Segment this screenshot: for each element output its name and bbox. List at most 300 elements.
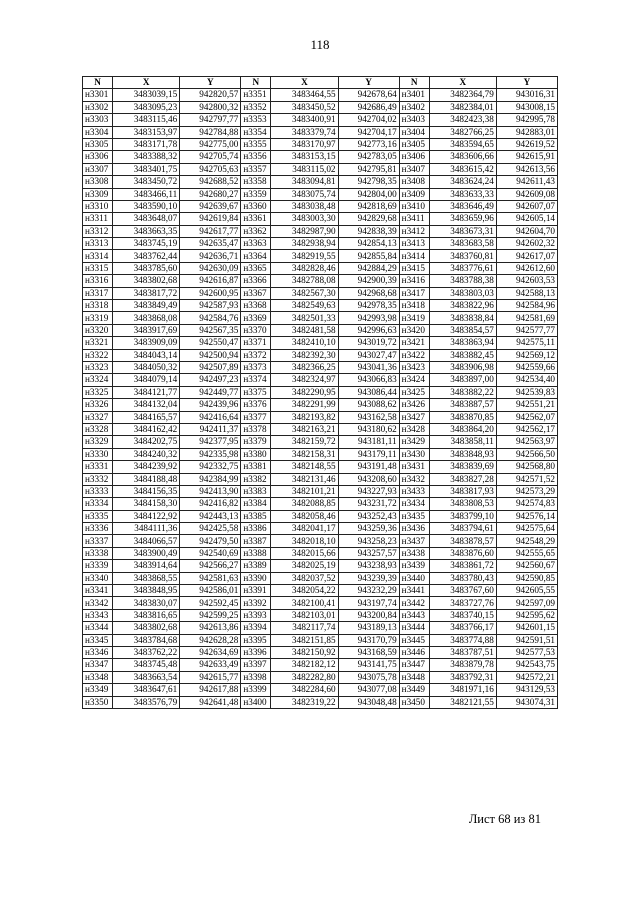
x-coordinate-cell: 3483785,60 bbox=[113, 262, 180, 274]
y-coordinate-cell: 942566,27 bbox=[180, 560, 241, 572]
y-coordinate-cell: 942795,81 bbox=[338, 163, 399, 175]
x-coordinate-cell: 3483887,57 bbox=[429, 399, 496, 411]
x-coordinate-cell: 3482058,46 bbox=[271, 510, 338, 522]
point-id-cell: н3420 bbox=[399, 324, 429, 336]
y-coordinate-cell: 943074,31 bbox=[496, 696, 557, 708]
point-id-cell: н3301 bbox=[83, 89, 113, 101]
table-row bbox=[83, 560, 558, 572]
x-coordinate-cell: 3483849,49 bbox=[113, 300, 180, 312]
point-id-cell: н3352 bbox=[241, 101, 271, 113]
y-coordinate-cell: 942615,77 bbox=[180, 671, 241, 683]
point-id-cell: н3351 bbox=[241, 89, 271, 101]
x-coordinate-cell: 3482366,25 bbox=[271, 361, 338, 373]
y-coordinate-cell: 942630,09 bbox=[180, 262, 241, 274]
point-id-cell: н3310 bbox=[83, 200, 113, 212]
point-id-cell: н3340 bbox=[83, 572, 113, 584]
table-row bbox=[83, 461, 558, 473]
y-coordinate-cell: 942605,55 bbox=[496, 585, 557, 597]
point-id-cell: н3394 bbox=[241, 622, 271, 634]
point-id-cell: н3450 bbox=[399, 696, 429, 708]
x-coordinate-cell: 3482148,55 bbox=[271, 461, 338, 473]
y-coordinate-cell: 943239,39 bbox=[338, 572, 399, 584]
y-coordinate-cell: 942592,45 bbox=[180, 597, 241, 609]
x-coordinate-cell: 3483039,15 bbox=[113, 89, 180, 101]
y-coordinate-cell: 942705,74 bbox=[180, 151, 241, 163]
x-coordinate-cell: 3483876,60 bbox=[429, 547, 496, 559]
y-coordinate-cell: 942543,75 bbox=[496, 659, 557, 671]
point-id-cell: н3429 bbox=[399, 436, 429, 448]
table-row bbox=[83, 114, 558, 126]
x-coordinate-cell: 3483914,64 bbox=[113, 560, 180, 572]
x-coordinate-cell: 3483075,74 bbox=[271, 188, 338, 200]
point-id-cell: н3448 bbox=[399, 671, 429, 683]
y-coordinate-cell: 943252,43 bbox=[338, 510, 399, 522]
x-coordinate-cell: 3482037,52 bbox=[271, 572, 338, 584]
x-coordinate-cell: 3484188,48 bbox=[113, 473, 180, 485]
table-row bbox=[83, 411, 558, 423]
point-id-cell: н3384 bbox=[241, 498, 271, 510]
x-coordinate-cell: 3482291,99 bbox=[271, 399, 338, 411]
x-coordinate-cell: 3483633,33 bbox=[429, 188, 496, 200]
y-coordinate-cell: 943086,44 bbox=[338, 386, 399, 398]
table-row bbox=[83, 374, 558, 386]
x-coordinate-cell: 3482324,97 bbox=[271, 374, 338, 386]
point-id-cell: н3350 bbox=[83, 696, 113, 708]
y-coordinate-cell: 942590,85 bbox=[496, 572, 557, 584]
point-id-cell: н3323 bbox=[83, 361, 113, 373]
table-row bbox=[83, 337, 558, 349]
table-row bbox=[83, 200, 558, 212]
y-coordinate-cell: 942609,08 bbox=[496, 188, 557, 200]
y-coordinate-cell: 942411,37 bbox=[180, 423, 241, 435]
y-coordinate-cell: 942587,93 bbox=[180, 300, 241, 312]
y-coordinate-cell: 942601,15 bbox=[496, 622, 557, 634]
point-id-cell: н3444 bbox=[399, 622, 429, 634]
table-row bbox=[83, 696, 558, 708]
point-id-cell: н3388 bbox=[241, 547, 271, 559]
table-row bbox=[83, 634, 558, 646]
y-coordinate-cell: 942500,94 bbox=[180, 349, 241, 361]
x-coordinate-cell: 3484132,04 bbox=[113, 399, 180, 411]
table-row bbox=[83, 361, 558, 373]
y-coordinate-cell: 942818,69 bbox=[338, 200, 399, 212]
y-coordinate-cell: 942560,67 bbox=[496, 560, 557, 572]
y-coordinate-cell: 942968,68 bbox=[338, 287, 399, 299]
point-id-cell: н3412 bbox=[399, 225, 429, 237]
x-coordinate-cell: 3482384,01 bbox=[429, 101, 496, 113]
column-header: N bbox=[83, 77, 113, 89]
point-id-cell: н3426 bbox=[399, 399, 429, 411]
point-id-cell: н3314 bbox=[83, 250, 113, 262]
point-id-cell: н3371 bbox=[241, 337, 271, 349]
point-id-cell: н3383 bbox=[241, 485, 271, 497]
table-row bbox=[83, 498, 558, 510]
y-coordinate-cell: 942613,86 bbox=[180, 622, 241, 634]
x-coordinate-cell: 3483153,15 bbox=[271, 151, 338, 163]
y-coordinate-cell: 942636,71 bbox=[180, 250, 241, 262]
x-coordinate-cell: 3483774,88 bbox=[429, 634, 496, 646]
y-coordinate-cell: 942996,63 bbox=[338, 324, 399, 336]
x-coordinate-cell: 3483745,19 bbox=[113, 238, 180, 250]
y-coordinate-cell: 942576,14 bbox=[496, 510, 557, 522]
y-coordinate-cell: 942551,21 bbox=[496, 399, 557, 411]
point-id-cell: н3320 bbox=[83, 324, 113, 336]
x-coordinate-cell: 3483882,45 bbox=[429, 349, 496, 361]
point-id-cell: н3341 bbox=[83, 585, 113, 597]
x-coordinate-cell: 3483153,97 bbox=[113, 126, 180, 138]
point-id-cell: н3331 bbox=[83, 461, 113, 473]
point-id-cell: н3418 bbox=[399, 300, 429, 312]
point-id-cell: н3422 bbox=[399, 349, 429, 361]
x-coordinate-cell: 3483762,22 bbox=[113, 646, 180, 658]
point-id-cell: н3446 bbox=[399, 646, 429, 658]
point-id-cell: н3440 bbox=[399, 572, 429, 584]
table-row bbox=[83, 312, 558, 324]
table-row bbox=[83, 225, 558, 237]
y-coordinate-cell: 942555,65 bbox=[496, 547, 557, 559]
y-coordinate-cell: 942773,16 bbox=[338, 138, 399, 150]
point-id-cell: н3304 bbox=[83, 126, 113, 138]
x-coordinate-cell: 3484050,32 bbox=[113, 361, 180, 373]
x-coordinate-cell: 3483766,17 bbox=[429, 622, 496, 634]
point-id-cell: н3361 bbox=[241, 213, 271, 225]
x-coordinate-cell: 3483450,52 bbox=[271, 101, 338, 113]
point-id-cell: н3424 bbox=[399, 374, 429, 386]
x-coordinate-cell: 3483787,51 bbox=[429, 646, 496, 658]
y-coordinate-cell: 943257,57 bbox=[338, 547, 399, 559]
x-coordinate-cell: 3483762,44 bbox=[113, 250, 180, 262]
x-coordinate-cell: 3483878,57 bbox=[429, 535, 496, 547]
point-id-cell: н3333 bbox=[83, 485, 113, 497]
table-row bbox=[83, 151, 558, 163]
y-coordinate-cell: 942829,68 bbox=[338, 213, 399, 225]
point-id-cell: н3327 bbox=[83, 411, 113, 423]
x-coordinate-cell: 3482410,10 bbox=[271, 337, 338, 349]
point-id-cell: н3402 bbox=[399, 101, 429, 113]
table-row bbox=[83, 659, 558, 671]
point-id-cell: н3411 bbox=[399, 213, 429, 225]
point-id-cell: н3372 bbox=[241, 349, 271, 361]
x-coordinate-cell: 3483745,48 bbox=[113, 659, 180, 671]
y-coordinate-cell: 942567,35 bbox=[180, 324, 241, 336]
y-coordinate-cell: 943162,58 bbox=[338, 411, 399, 423]
y-coordinate-cell: 943179,11 bbox=[338, 448, 399, 460]
table-row bbox=[83, 300, 558, 312]
point-id-cell: н3403 bbox=[399, 114, 429, 126]
table-row bbox=[83, 485, 558, 497]
point-id-cell: н3425 bbox=[399, 386, 429, 398]
y-coordinate-cell: 942798,35 bbox=[338, 176, 399, 188]
x-coordinate-cell: 3482919,55 bbox=[271, 250, 338, 262]
point-id-cell: н3356 bbox=[241, 151, 271, 163]
y-coordinate-cell: 942588,13 bbox=[496, 287, 557, 299]
x-coordinate-cell: 3483379,74 bbox=[271, 126, 338, 138]
point-id-cell: н3366 bbox=[241, 275, 271, 287]
point-id-cell: н3316 bbox=[83, 275, 113, 287]
column-header: N bbox=[399, 77, 429, 89]
x-coordinate-cell: 3483858,11 bbox=[429, 436, 496, 448]
y-coordinate-cell: 942978,35 bbox=[338, 300, 399, 312]
point-id-cell: н3368 bbox=[241, 300, 271, 312]
column-header: Y bbox=[496, 77, 557, 89]
x-coordinate-cell: 3482041,17 bbox=[271, 523, 338, 535]
table-row bbox=[83, 671, 558, 683]
x-coordinate-cell: 3483648,07 bbox=[113, 213, 180, 225]
x-coordinate-cell: 3484162,42 bbox=[113, 423, 180, 435]
y-coordinate-cell: 942704,02 bbox=[338, 114, 399, 126]
x-coordinate-cell: 3483799,10 bbox=[429, 510, 496, 522]
point-id-cell: н3305 bbox=[83, 138, 113, 150]
point-id-cell: н3386 bbox=[241, 523, 271, 535]
x-coordinate-cell: 3482828,46 bbox=[271, 262, 338, 274]
y-coordinate-cell: 942507,89 bbox=[180, 361, 241, 373]
x-coordinate-cell: 3482938,94 bbox=[271, 238, 338, 250]
y-coordinate-cell: 942804,00 bbox=[338, 188, 399, 200]
y-coordinate-cell: 942619,84 bbox=[180, 213, 241, 225]
x-coordinate-cell: 3482290,95 bbox=[271, 386, 338, 398]
x-coordinate-cell: 3483673,31 bbox=[429, 225, 496, 237]
coordinates-table bbox=[82, 76, 558, 709]
x-coordinate-cell: 3482987,90 bbox=[271, 225, 338, 237]
point-id-cell: н3423 bbox=[399, 361, 429, 373]
x-coordinate-cell: 3482501,33 bbox=[271, 312, 338, 324]
x-coordinate-cell: 3482364,79 bbox=[429, 89, 496, 101]
x-coordinate-cell: 3482766,25 bbox=[429, 126, 496, 138]
x-coordinate-cell: 3483817,72 bbox=[113, 287, 180, 299]
y-coordinate-cell: 943181,11 bbox=[338, 436, 399, 448]
x-coordinate-cell: 3483776,61 bbox=[429, 262, 496, 274]
point-id-cell: н3347 bbox=[83, 659, 113, 671]
x-coordinate-cell: 3482121,55 bbox=[429, 696, 496, 708]
table-row bbox=[83, 448, 558, 460]
x-coordinate-cell: 3482101,21 bbox=[271, 485, 338, 497]
y-coordinate-cell: 942595,62 bbox=[496, 609, 557, 621]
point-id-cell: н3302 bbox=[83, 101, 113, 113]
table-row bbox=[83, 523, 558, 535]
x-coordinate-cell: 3483594,65 bbox=[429, 138, 496, 150]
x-coordinate-cell: 3482549,63 bbox=[271, 300, 338, 312]
point-id-cell: н3391 bbox=[241, 585, 271, 597]
point-id-cell: н3413 bbox=[399, 238, 429, 250]
y-coordinate-cell: 943141,75 bbox=[338, 659, 399, 671]
x-coordinate-cell: 3481971,16 bbox=[429, 684, 496, 696]
y-coordinate-cell: 942995,78 bbox=[496, 114, 557, 126]
y-coordinate-cell: 943231,72 bbox=[338, 498, 399, 510]
x-coordinate-cell: 3482103,01 bbox=[271, 609, 338, 621]
table-row bbox=[83, 188, 558, 200]
table-row bbox=[83, 547, 558, 559]
y-coordinate-cell: 943258,23 bbox=[338, 535, 399, 547]
column-header: X bbox=[271, 77, 338, 89]
point-id-cell: н3355 bbox=[241, 138, 271, 150]
column-header: X bbox=[429, 77, 496, 89]
point-id-cell: н3405 bbox=[399, 138, 429, 150]
point-id-cell: н3433 bbox=[399, 485, 429, 497]
y-coordinate-cell: 942617,88 bbox=[180, 684, 241, 696]
y-coordinate-cell: 942550,47 bbox=[180, 337, 241, 349]
point-id-cell: н3322 bbox=[83, 349, 113, 361]
x-coordinate-cell: 3482100,41 bbox=[271, 597, 338, 609]
point-id-cell: н3364 bbox=[241, 250, 271, 262]
y-coordinate-cell: 942449,77 bbox=[180, 386, 241, 398]
table-row bbox=[83, 324, 558, 336]
y-coordinate-cell: 942705,63 bbox=[180, 163, 241, 175]
table-row bbox=[83, 684, 558, 696]
x-coordinate-cell: 3483683,58 bbox=[429, 238, 496, 250]
x-coordinate-cell: 3483827,28 bbox=[429, 473, 496, 485]
point-id-cell: н3332 bbox=[83, 473, 113, 485]
x-coordinate-cell: 3483879,78 bbox=[429, 659, 496, 671]
x-coordinate-cell: 3484066,57 bbox=[113, 535, 180, 547]
y-coordinate-cell: 942566,50 bbox=[496, 448, 557, 460]
y-coordinate-cell: 942581,69 bbox=[496, 312, 557, 324]
x-coordinate-cell: 3483663,54 bbox=[113, 671, 180, 683]
y-coordinate-cell: 943048,48 bbox=[338, 696, 399, 708]
point-id-cell: н3392 bbox=[241, 597, 271, 609]
y-coordinate-cell: 942443,13 bbox=[180, 510, 241, 522]
table-row bbox=[83, 138, 558, 150]
x-coordinate-cell: 3483792,31 bbox=[429, 671, 496, 683]
point-id-cell: н3406 bbox=[399, 151, 429, 163]
y-coordinate-cell: 942600,95 bbox=[180, 287, 241, 299]
y-coordinate-cell: 942639,67 bbox=[180, 200, 241, 212]
table-row bbox=[83, 262, 558, 274]
x-coordinate-cell: 3482319,22 bbox=[271, 696, 338, 708]
x-coordinate-cell: 3483822,96 bbox=[429, 300, 496, 312]
x-coordinate-cell: 3482151,85 bbox=[271, 634, 338, 646]
point-id-cell: н3447 bbox=[399, 659, 429, 671]
point-id-cell: н3373 bbox=[241, 361, 271, 373]
x-coordinate-cell: 3483917,69 bbox=[113, 324, 180, 336]
point-id-cell: н3330 bbox=[83, 448, 113, 460]
x-coordinate-cell: 3483784,68 bbox=[113, 634, 180, 646]
x-coordinate-cell: 3483794,61 bbox=[429, 523, 496, 535]
x-coordinate-cell: 3483115,46 bbox=[113, 114, 180, 126]
y-coordinate-cell: 942571,52 bbox=[496, 473, 557, 485]
point-id-cell: н3359 bbox=[241, 188, 271, 200]
x-coordinate-cell: 3484240,32 bbox=[113, 448, 180, 460]
point-id-cell: н3338 bbox=[83, 547, 113, 559]
x-coordinate-cell: 3483388,32 bbox=[113, 151, 180, 163]
y-coordinate-cell: 942615,91 bbox=[496, 151, 557, 163]
point-id-cell: н3342 bbox=[83, 597, 113, 609]
table-row bbox=[83, 399, 558, 411]
y-coordinate-cell: 942854,13 bbox=[338, 238, 399, 250]
x-coordinate-cell: 3483864,20 bbox=[429, 423, 496, 435]
y-coordinate-cell: 942479,50 bbox=[180, 535, 241, 547]
x-coordinate-cell: 3483647,61 bbox=[113, 684, 180, 696]
y-coordinate-cell: 942634,69 bbox=[180, 646, 241, 658]
point-id-cell: н3401 bbox=[399, 89, 429, 101]
y-coordinate-cell: 943200,84 bbox=[338, 609, 399, 621]
column-header: Y bbox=[180, 77, 241, 89]
point-id-cell: н3434 bbox=[399, 498, 429, 510]
y-coordinate-cell: 942993,98 bbox=[338, 312, 399, 324]
y-coordinate-cell: 942797,77 bbox=[180, 114, 241, 126]
point-id-cell: н3344 bbox=[83, 622, 113, 634]
point-id-cell: н3335 bbox=[83, 510, 113, 522]
x-coordinate-cell: 3483830,07 bbox=[113, 597, 180, 609]
table-row bbox=[83, 572, 558, 584]
y-coordinate-cell: 942704,17 bbox=[338, 126, 399, 138]
x-coordinate-cell: 3483854,57 bbox=[429, 324, 496, 336]
y-coordinate-cell: 942573,29 bbox=[496, 485, 557, 497]
x-coordinate-cell: 3484158,30 bbox=[113, 498, 180, 510]
x-coordinate-cell: 3483868,08 bbox=[113, 312, 180, 324]
point-id-cell: н3309 bbox=[83, 188, 113, 200]
point-id-cell: н3417 bbox=[399, 287, 429, 299]
y-coordinate-cell: 943168,59 bbox=[338, 646, 399, 658]
column-header: X bbox=[113, 77, 180, 89]
x-coordinate-cell: 3483909,09 bbox=[113, 337, 180, 349]
table-row bbox=[83, 213, 558, 225]
y-coordinate-cell: 943191,48 bbox=[338, 461, 399, 473]
point-id-cell: н3441 bbox=[399, 585, 429, 597]
x-coordinate-cell: 3483863,94 bbox=[429, 337, 496, 349]
point-id-cell: н3421 bbox=[399, 337, 429, 349]
y-coordinate-cell: 942680,27 bbox=[180, 188, 241, 200]
y-coordinate-cell: 943227,93 bbox=[338, 485, 399, 497]
column-header: Y bbox=[338, 77, 399, 89]
y-coordinate-cell: 942540,69 bbox=[180, 547, 241, 559]
y-coordinate-cell: 942602,32 bbox=[496, 238, 557, 250]
x-coordinate-cell: 3484079,14 bbox=[113, 374, 180, 386]
x-coordinate-cell: 3483170,97 bbox=[271, 138, 338, 150]
x-coordinate-cell: 3482117,74 bbox=[271, 622, 338, 634]
table-row bbox=[83, 597, 558, 609]
point-id-cell: н3362 bbox=[241, 225, 271, 237]
point-id-cell: н3407 bbox=[399, 163, 429, 175]
x-coordinate-cell: 3482284,60 bbox=[271, 684, 338, 696]
point-id-cell: н3313 bbox=[83, 238, 113, 250]
table-row bbox=[83, 609, 558, 621]
x-coordinate-cell: 3482159,72 bbox=[271, 436, 338, 448]
x-coordinate-cell: 3482088,85 bbox=[271, 498, 338, 510]
x-coordinate-cell: 3482193,82 bbox=[271, 411, 338, 423]
point-id-cell: н3439 bbox=[399, 560, 429, 572]
point-id-cell: н3374 bbox=[241, 374, 271, 386]
point-id-cell: н3375 bbox=[241, 386, 271, 398]
x-coordinate-cell: 3483576,79 bbox=[113, 696, 180, 708]
x-coordinate-cell: 3483450,72 bbox=[113, 176, 180, 188]
y-coordinate-cell: 942619,52 bbox=[496, 138, 557, 150]
point-id-cell: н3345 bbox=[83, 634, 113, 646]
point-id-cell: н3380 bbox=[241, 448, 271, 460]
y-coordinate-cell: 942335,98 bbox=[180, 448, 241, 460]
x-coordinate-cell: 3483870,85 bbox=[429, 411, 496, 423]
point-id-cell: н3390 bbox=[241, 572, 271, 584]
y-coordinate-cell: 942641,48 bbox=[180, 696, 241, 708]
y-coordinate-cell: 942617,07 bbox=[496, 250, 557, 262]
y-coordinate-cell: 942633,49 bbox=[180, 659, 241, 671]
y-coordinate-cell: 943208,60 bbox=[338, 473, 399, 485]
table-row bbox=[83, 101, 558, 113]
x-coordinate-cell: 3484121,77 bbox=[113, 386, 180, 398]
x-coordinate-cell: 3482131,46 bbox=[271, 473, 338, 485]
y-coordinate-cell: 943066,83 bbox=[338, 374, 399, 386]
point-id-cell: н3409 bbox=[399, 188, 429, 200]
x-coordinate-cell: 3483848,95 bbox=[113, 585, 180, 597]
y-coordinate-cell: 942820,57 bbox=[180, 89, 241, 101]
x-coordinate-cell: 3483760,81 bbox=[429, 250, 496, 262]
point-id-cell: н3414 bbox=[399, 250, 429, 262]
y-coordinate-cell: 942883,01 bbox=[496, 126, 557, 138]
y-coordinate-cell: 943008,15 bbox=[496, 101, 557, 113]
y-coordinate-cell: 942572,21 bbox=[496, 671, 557, 683]
point-id-cell: н3328 bbox=[83, 423, 113, 435]
point-id-cell: н3358 bbox=[241, 176, 271, 188]
x-coordinate-cell: 3483906,98 bbox=[429, 361, 496, 373]
